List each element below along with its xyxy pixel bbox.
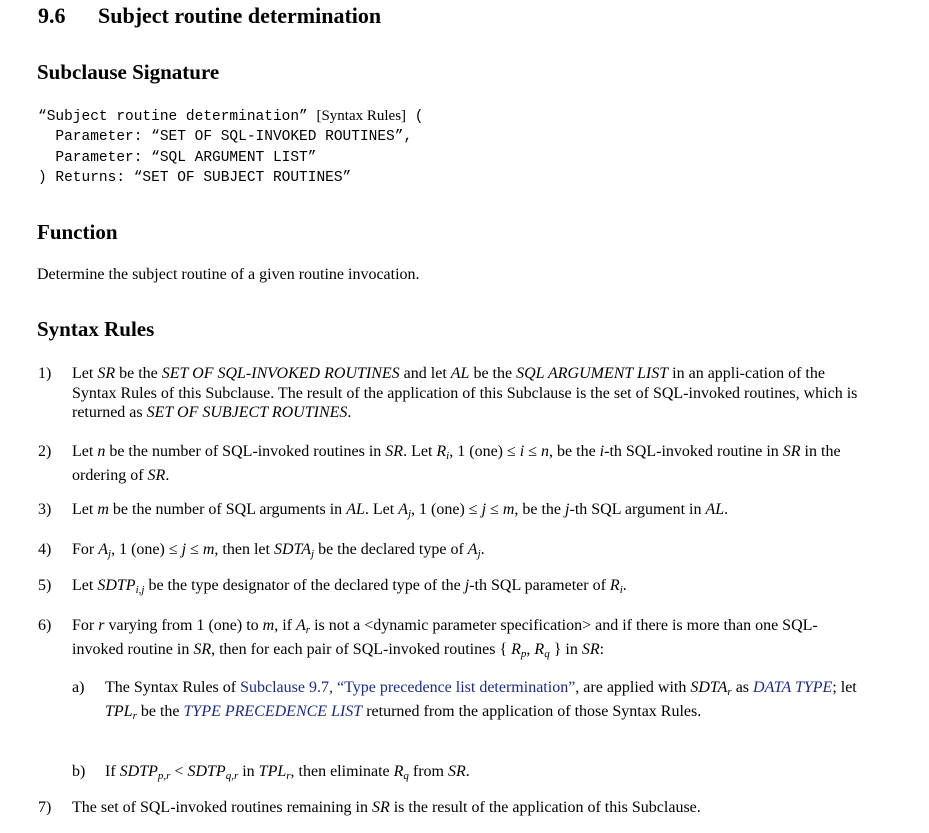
signature-line-2: Parameter: “SET OF SQL-INVOKED ROUTINES”,: [38, 129, 413, 145]
rule-text: The Syntax Rules of Subclause 9.7, “Type precedence list determination”, are applied with $SDTA_r$ as DATA TYPE; let $TPL_r$ be the TYPE PRECEDENCE LIST returned from the application of those Syntax Rules.: [105, 679, 857, 722]
subclause-9-7-link[interactable]: Subclause 9.7, “Type precedence list determination”: [240, 679, 576, 696]
data-type-link[interactable]: DATA TYPE: [753, 679, 833, 696]
syntax-rules-heading: Syntax Rules: [37, 317, 155, 341]
signature-line-4: ) Returns: “SET OF SUBJECT ROUTINES”: [38, 170, 352, 186]
type-precedence-list-link[interactable]: TYPE PRECEDENCE LIST: [183, 703, 363, 720]
section-title: Subject routine determination: [98, 3, 382, 28]
rule-text: Let SR be the SET OF SQL-INVOKED ROUTINES and let AL be the SQL ARGUMENT LIST in an appli-cation of the Syntax Rules of this Subclause. The result of the application of this Subclause is the set of SQL-invoked routines, which is returned as SET OF SUBJECT ROUTINES.: [72, 365, 858, 422]
rule-text: The set of SQL-invoked routines remaining in SR is the result of the application of this Subclause.: [72, 799, 701, 816]
rule-number: 7): [38, 799, 52, 816]
rule-number: 2): [38, 443, 52, 460]
rule-number: 3): [38, 501, 52, 518]
function-heading: Function: [37, 220, 118, 244]
rule-number: 1): [38, 365, 52, 382]
signature-kind: [Syntax Rules]: [316, 108, 407, 124]
rule-text: Let $SDTP_{i,j}$ be the type designator of the declared type of the j-th SQL parameter of $R_i$.: [72, 577, 627, 596]
rule-text: Let n be the number of SQL-invoked routines in SR. Let $R_i$, 1 (one) ≤ i ≤ n, be the i-th SQL-invoked routine in SR in the ordering of SR.: [72, 443, 841, 484]
signature-line-1: [38, 108, 423, 125]
signature-heading: Subclause Signature: [37, 60, 220, 84]
rule-text: Let m be the number of SQL arguments in AL. Let $A_j$, 1 (one) ≤ j ≤ m, be the j-th SQL argument in AL.: [72, 501, 729, 520]
section-heading: [38, 3, 381, 29]
rule-number: 4): [38, 541, 52, 558]
section-number: 9.6: [38, 3, 66, 28]
rule-text: For r varying from 1 (one) to m, if $A_r$ is not a <dynamic parameter specification> and if there is more than one SQL-invoked routine in SR, then for each pair of SQL-invoked routines { $R_p$, $R_q$ } in SR:: [72, 617, 818, 660]
signature-open-paren: (: [414, 109, 424, 125]
function-text: Determine the subject routine of a given routine invocation.: [37, 266, 420, 283]
signature-line-3: Parameter: “SQL ARGUMENT LIST”: [38, 150, 317, 166]
rule-number: a): [72, 679, 85, 696]
signature-name: “Subject routine determination”: [38, 109, 308, 125]
rule-text: If $SDTP_{p,r}$ < $SDTP_{q,r}$ in $TPL_r$, then eliminate $R_q$ from SR.: [105, 763, 470, 782]
rule-text: For $A_j$, 1 (one) ≤ j ≤ m, then let $SDTA_j$ be the declared type of $A_j$.: [72, 541, 485, 560]
rule-number: 5): [38, 577, 52, 594]
rule-number: b): [72, 763, 86, 780]
rule-number: 6): [38, 617, 52, 634]
